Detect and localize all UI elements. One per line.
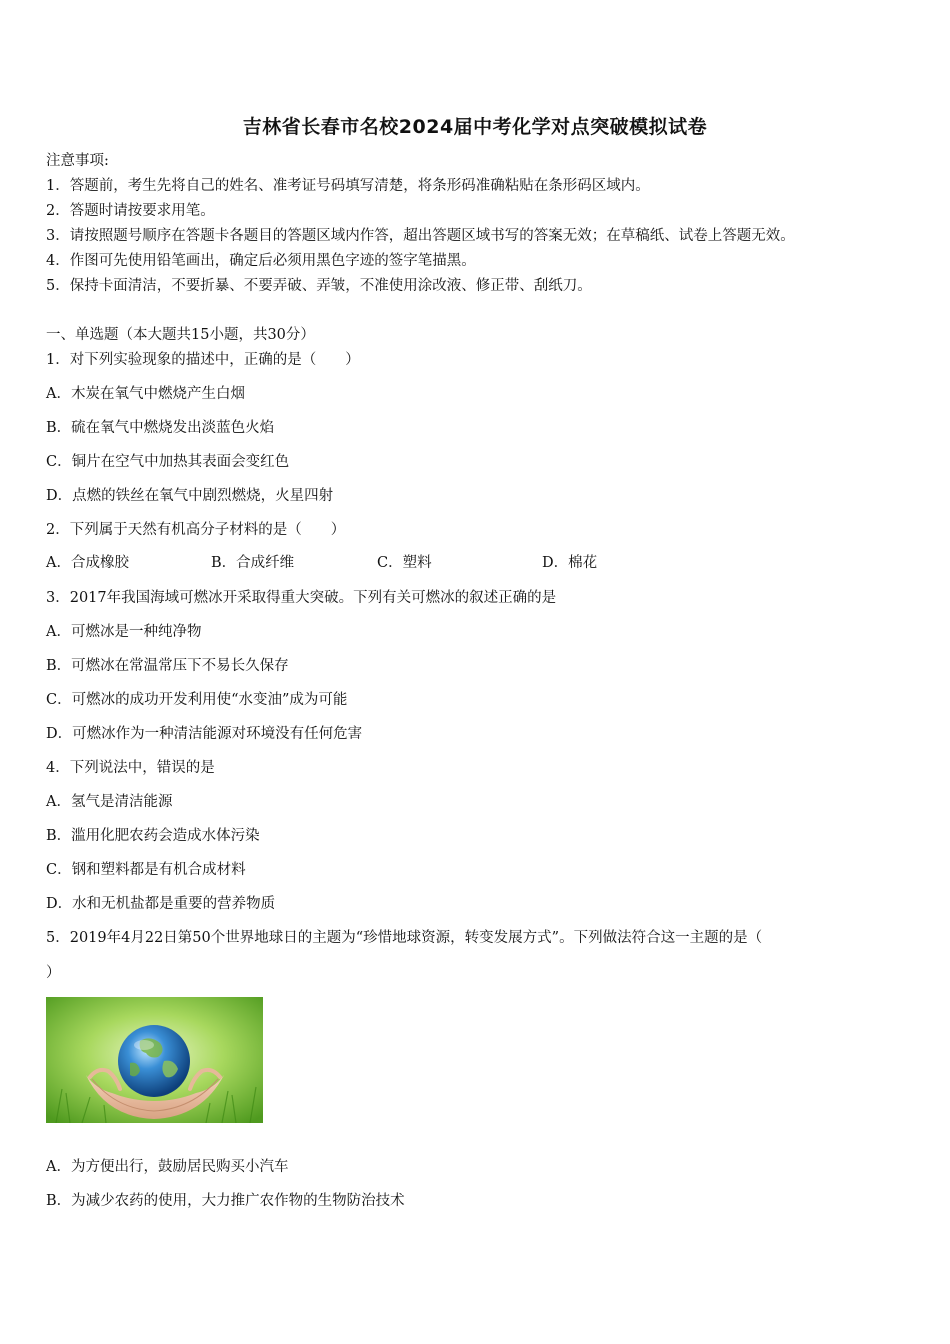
question-stem: 1．对下列实验现象的描述中，正确的是（ ）	[46, 352, 360, 368]
option-b: B．硫在氧气中燃烧发出淡蓝色火焰	[46, 420, 275, 436]
option-a: A．氢气是清洁能源	[46, 794, 173, 810]
notice-item: 5．保持卡面清洁，不要折暴、不要弄破、弄皱，不准使用涂改液、修正带、刮纸刀。	[46, 278, 592, 294]
option-b: B．滥用化肥农药会造成水体污染	[46, 828, 260, 844]
option-c: C．钢和塑料都是有机合成材料	[46, 862, 246, 878]
option-b: B．为减少农药的使用，大力推广农作物的生物防治技术	[46, 1193, 405, 1209]
earth-in-hands-illustration	[46, 997, 263, 1123]
page-title: 吉林省长春市名校2024届中考化学对点突破模拟试卷	[242, 116, 708, 138]
question-stem: 2．下列属于天然有机高分子材料的是（ ）	[46, 522, 346, 538]
option-a: A．可燃冰是一种纯净物	[46, 624, 202, 640]
section-heading: 一、单选题（本大题共15小题，共30分）	[46, 327, 315, 343]
notice-item: 1．答题前，考生先将自己的姓名、准考证号码填写清楚，将条形码准确粘贴在条形码区域内。	[46, 178, 650, 194]
option-a: A．为方便出行，鼓励居民购买小汽车	[46, 1159, 289, 1175]
option-d: D．点燃的铁丝在氧气中剧烈燃烧，火星四射	[46, 488, 334, 504]
notice-heading: 注意事项:	[46, 153, 109, 169]
option-c: C．可燃冰的成功开发利用使“水变油”成为可能	[46, 692, 348, 708]
option-c: C．铜片在空气中加热其表面会变红色	[46, 454, 290, 470]
option-d: D．棉花	[542, 555, 598, 571]
option-d: D．水和无机盐都是重要的营养物质	[46, 896, 276, 912]
option-c: C．塑料	[377, 555, 432, 571]
earth-in-hands-image	[46, 997, 263, 1123]
notice-item: 4．作图可先使用铅笔画出，确定后必须用黑色字迹的签字笔描黑。	[46, 253, 476, 269]
notice-item: 2．答题时请按要求用笔。	[46, 203, 215, 219]
question-stem: 5．2019年4月22日第50个世界地球日的主题为“珍惜地球资源，转变发展方式”。下列做法符合这一主题的是（	[46, 930, 763, 946]
option-b: B．合成纤维	[211, 555, 295, 571]
question-stem: 4．下列说法中，错误的是	[46, 760, 215, 776]
question-stem: 3．2017年我国海域可燃冰开采取得重大突破。下列有关可燃冰的叙述正确的是	[46, 590, 557, 606]
option-a: A．合成橡胶	[46, 555, 129, 571]
option-a: A．木炭在氧气中燃烧产生白烟	[46, 386, 245, 402]
question-stem-continued: ）	[46, 965, 61, 981]
option-b: B．可燃冰在常温常压下不易长久保存	[46, 658, 289, 674]
notice-item: 3．请按照题号顺序在答题卡各题目的答题区域内作答，超出答题区域书写的答案无效；在草稿纸、试卷上答题无效。	[46, 228, 795, 244]
option-d: D．可燃冰作为一种清洁能源对环境没有任何危害	[46, 726, 363, 742]
